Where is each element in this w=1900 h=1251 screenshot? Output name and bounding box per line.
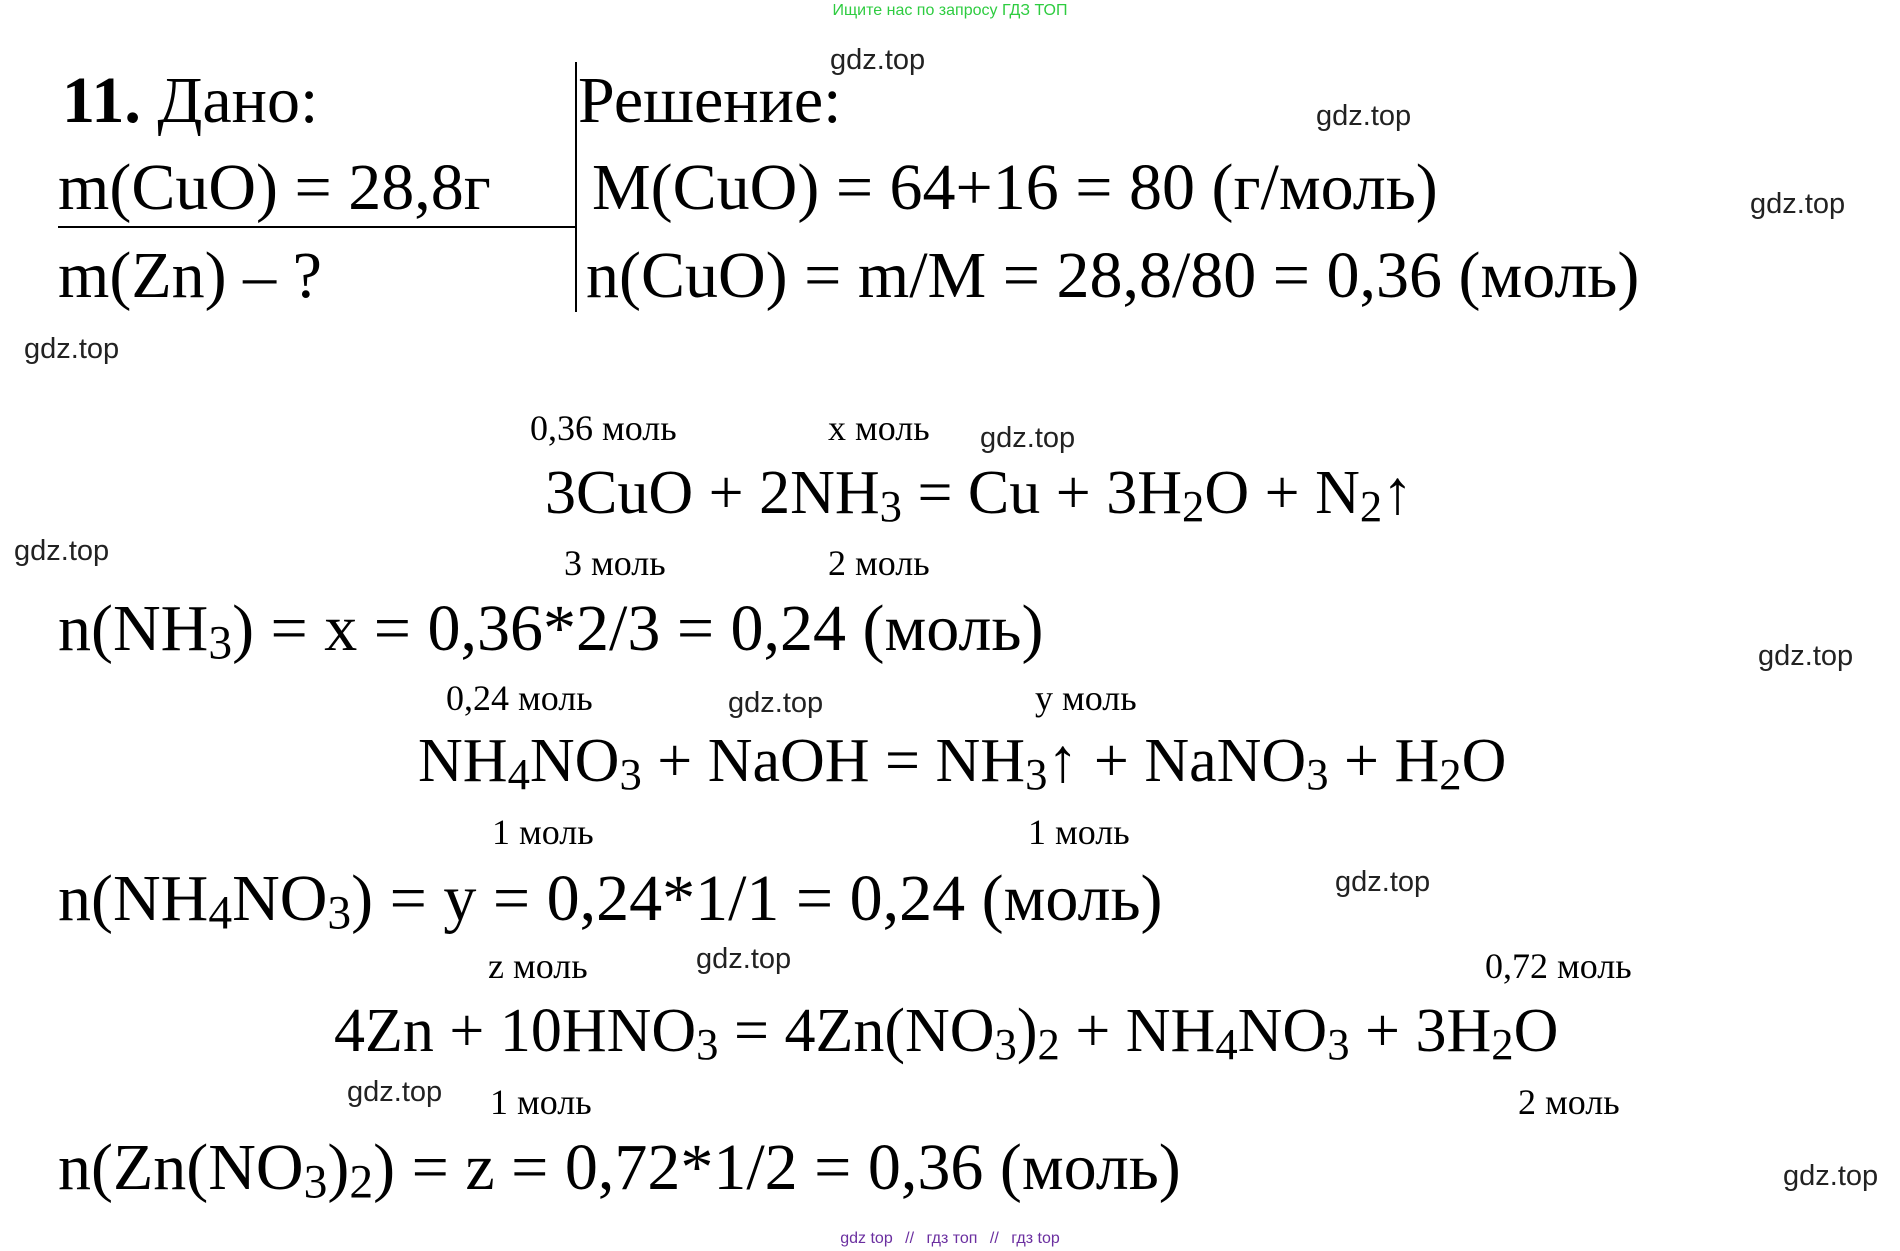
- reaction2-above-right: y моль: [1035, 678, 1137, 718]
- solution-title: Решение:: [578, 64, 842, 137]
- reaction3-below-right: 2 моль: [1518, 1082, 1620, 1122]
- given-line-2: m(Zn) – ?: [58, 239, 322, 312]
- reaction3-equation: $4Zn + 10HNO_3 = 4Zn(NO_3)_2 + NH_4NO_3 + 3H_2O$: [334, 997, 1559, 1070]
- footer-links: [0, 1230, 1900, 1248]
- reaction1-below-left: 3 моль: [564, 543, 666, 583]
- given-title: Дано:: [157, 64, 319, 137]
- top-search-link[interactable]: Ищите нас по запросу ГДЗ ТОП: [832, 2, 1068, 19]
- watermark: gdz.top: [728, 687, 824, 719]
- footer-separator: //: [905, 1230, 915, 1247]
- given-solution-separator: [575, 62, 577, 312]
- problem-number: 11.: [62, 64, 141, 137]
- watermark: gdz.top: [1335, 866, 1431, 898]
- watermark: gdz.top: [1750, 188, 1846, 220]
- solution-line-2: n(CuO) = m/M = 28,8/80 = 0,36 (моль): [586, 239, 1640, 312]
- reaction1-below-right: 2 моль: [828, 543, 930, 583]
- result-1: $n(NH_3) = x = 0,36*2/3 = 0,24$ (моль): [58, 592, 1044, 670]
- result-2: $n(NH_4NO_3) = y = 0,24*1/1 = 0,24$ (моль): [58, 862, 1163, 940]
- watermark: gdz.top: [980, 422, 1076, 454]
- watermark: gdz.top: [696, 943, 792, 975]
- reaction3-above-right: 0,72 моль: [1485, 946, 1632, 986]
- watermark: gdz.top: [14, 535, 110, 567]
- footer-link-2[interactable]: гдз топ: [926, 1230, 978, 1247]
- watermark: gdz.top: [24, 333, 120, 365]
- watermark: gdz.top: [347, 1076, 443, 1108]
- footer-link-3[interactable]: гдз top: [1011, 1230, 1060, 1247]
- result-3: $n(Zn(NO_3)_2) = z = 0,72*1/2 = 0,36$ (моль): [58, 1131, 1181, 1209]
- watermark: gdz.top: [830, 44, 926, 76]
- given-header: [62, 64, 319, 137]
- reaction1-above-right: x моль: [828, 408, 930, 448]
- reaction3-below-left: 1 моль: [490, 1082, 592, 1122]
- watermark: gdz.top: [1783, 1160, 1879, 1192]
- solution-line-1: M(CuO) = 64+16 = 80 (г/моль): [592, 151, 1438, 224]
- given-line-1: m(CuO) = 28,8г: [58, 151, 491, 224]
- footer-separator: //: [989, 1230, 999, 1247]
- footer-link-1[interactable]: gdz top: [840, 1230, 893, 1247]
- reaction3-above-left: z моль: [488, 946, 588, 986]
- reaction1-above-left: 0,36 моль: [530, 408, 677, 448]
- reaction2-below-right: 1 моль: [1028, 812, 1130, 852]
- given-divider: [58, 226, 576, 228]
- watermark: gdz.top: [1316, 100, 1412, 132]
- reaction2-below-left: 1 моль: [492, 812, 594, 852]
- watermark: gdz.top: [1758, 640, 1854, 672]
- reaction1-equation: $3CuO + 2NH_3 = Cu + 3H_2O$ + $N_2↑$: [545, 459, 1414, 532]
- reaction2-equation: $NH_4NO_3$ + NaOH = $NH_3↑$ + NaNO$_3$ + $H_2O$: [418, 727, 1507, 800]
- reaction2-above-left: 0,24 моль: [446, 678, 593, 718]
